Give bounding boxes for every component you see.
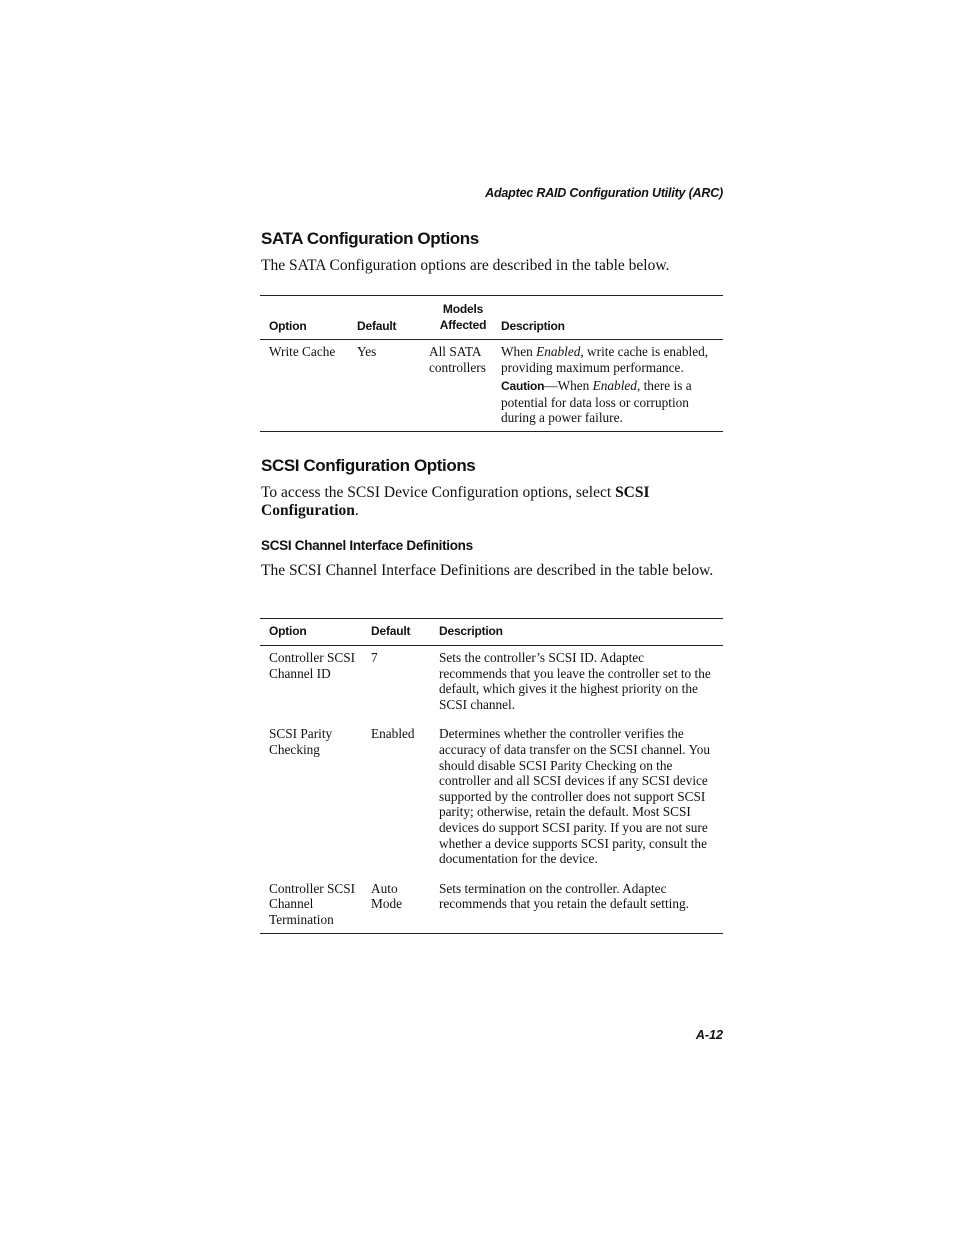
models-header-line2: Affected: [439, 318, 487, 332]
intro-bold: SCSI Configuration: [261, 484, 650, 519]
cell-default: 7: [371, 650, 378, 665]
scsi-subintro: The SCSI Channel Interface Definitions are described in the table below.: [261, 562, 714, 579]
cell-default: Yes: [357, 344, 377, 359]
cell-description: Sets termination on the controller. Adaptec recommends that you retain the default setting.: [439, 880, 689, 912]
table-row: [260, 646, 723, 723]
cell-option: Controller SCSI Channel ID: [269, 650, 356, 681]
models-header-line1: Models: [442, 302, 484, 316]
sata-heading: SATA Configuration Options: [261, 229, 479, 248]
sata-options-table: [260, 295, 723, 432]
cell-default: Enabled: [371, 726, 415, 742]
page-number: A-12: [695, 1028, 723, 1042]
desc-text: —When: [544, 378, 593, 394]
col-header-default: Default: [357, 296, 425, 340]
intro-text: To access the SCSI Device Configuration options, select: [261, 484, 616, 501]
table-row: [260, 340, 723, 432]
col-header-description: Description: [439, 619, 723, 646]
col-header-default: Default: [371, 619, 439, 646]
scsi-subheading: SCSI Channel Interface Definitions: [261, 538, 473, 553]
cell-default: Auto Mode: [371, 880, 403, 912]
table-row: [260, 722, 723, 876]
caution-paragraph: [501, 378, 713, 426]
table-row: [260, 877, 723, 933]
cell-option: Write Cache: [269, 344, 336, 359]
scsi-heading: SCSI Configuration Options: [261, 456, 476, 475]
cell-option: SCSI Parity Checking: [269, 726, 333, 757]
cell-models-affected: [425, 340, 501, 432]
cell-description: Determines whether the controller verifies the accuracy of data transfer on the SCSI channel. You should disable SCSI Parity Checking on the controller and all SCSI devices if any SCSI device supported by the controller does not support SCSI parity; otherwise, retain the default. Most SCSI devices do support SCSI parity. If you are not sure whether a device supports SCSI parity, consult the documentation for the device.: [439, 726, 711, 867]
col-header-models-affected: [425, 296, 501, 340]
col-header-option: Option: [260, 296, 357, 340]
models-line2: controllers: [429, 359, 486, 375]
models-line1: All SATA: [429, 344, 482, 359]
cell-description: [501, 340, 723, 432]
desc-text: When: [501, 344, 537, 359]
desc-emphasis: Enabled: [592, 378, 637, 394]
caution-label: Caution: [501, 379, 545, 394]
desc-text: , there is a potential for data loss or corruption during a power failure.: [501, 378, 692, 426]
table-header-row: [260, 619, 723, 646]
intro-text: .: [354, 502, 359, 519]
description-paragraph: [501, 344, 713, 375]
desc-text: , write cache is enabled, providing maximum performance.: [501, 344, 709, 375]
cell-description: Sets the controller’s SCSI ID. Adaptec recommends that you leave the controller set to the default, which gives it the highest priority on the SCSI channel.: [439, 650, 711, 712]
running-header: Adaptec RAID Configuration Utility (ARC): [485, 186, 723, 200]
col-header-description: Description: [501, 296, 723, 340]
sata-intro: The SATA Configuration options are described in the table below.: [261, 257, 670, 274]
desc-emphasis: Enabled: [536, 344, 581, 359]
table-header-row: [260, 296, 723, 340]
col-header-option: Option: [260, 619, 371, 646]
cell-option: Controller SCSI Channel Termination: [269, 880, 356, 927]
scsi-intro: [261, 484, 723, 520]
scsi-channel-table: [260, 618, 723, 934]
